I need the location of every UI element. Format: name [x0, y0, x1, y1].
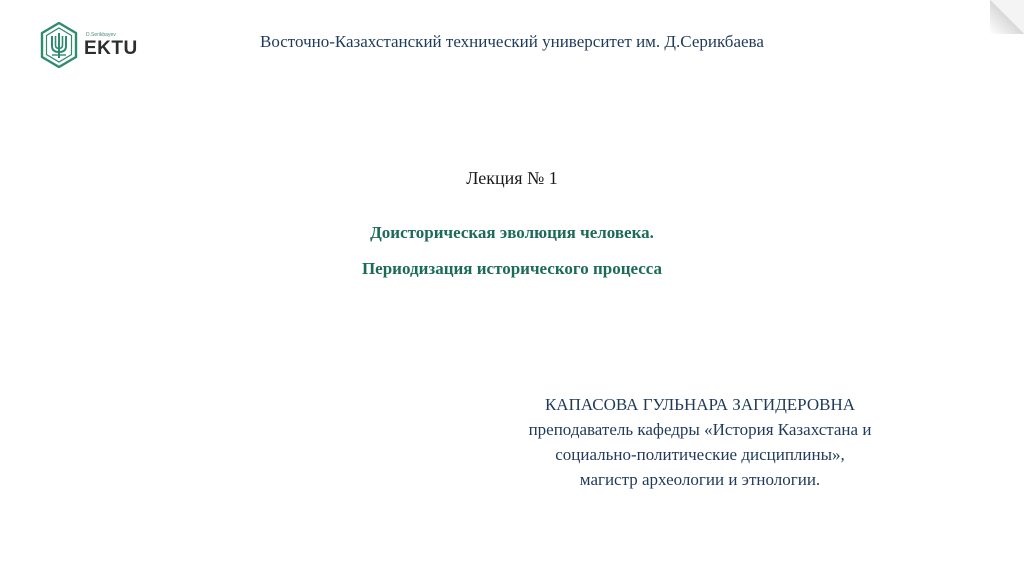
logo-subtitle: D.Serikbayev	[86, 31, 116, 38]
ektu-emblem-icon	[40, 22, 78, 68]
author-degree: магистр археологии и этнологии.	[579, 470, 821, 489]
lecture-topic-line-1: Доисторическая эволюция человека.	[370, 223, 654, 242]
ektu-logo	[40, 22, 138, 68]
page-corner-fold	[990, 0, 1024, 34]
university-name: Восточно-Казахстанский технический университет им. Д.Серикбаева	[260, 32, 764, 51]
lecture-topic-line-2: Периодизация исторического процесса	[361, 259, 663, 278]
author-name: КАПАСОВА ГУЛЬНАРА ЗАГИДЕРОВНА	[544, 395, 856, 414]
lecture-number: Лекция № 1	[466, 168, 558, 188]
author-block	[480, 392, 920, 492]
author-position-line-2: социально-политические дисциплины»,	[555, 445, 845, 464]
logo-wordmark: EKTU	[84, 37, 138, 59]
author-position-line-1: преподаватель кафедры «История Казахстана и	[528, 420, 872, 439]
